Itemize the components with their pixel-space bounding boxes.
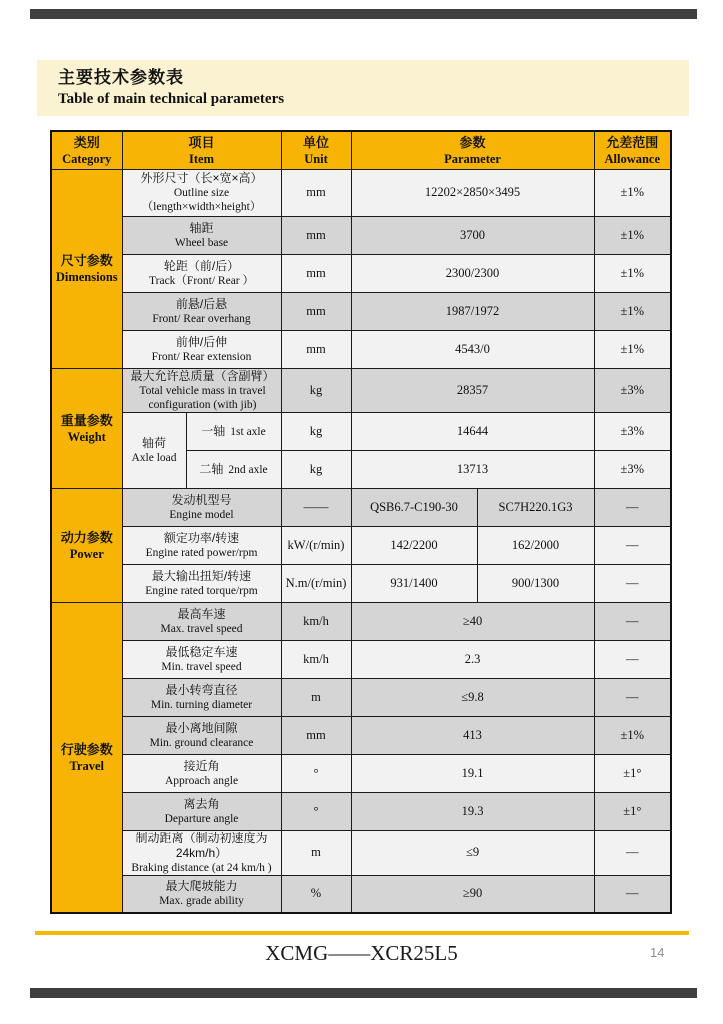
category-dimensions-en: Dimensions	[55, 270, 118, 284]
allowance-cell: ±1%	[594, 330, 671, 368]
unit-cell: mm	[281, 292, 351, 330]
allowance-cell: ±3%	[594, 412, 671, 450]
header-allowance-en: Allowance	[604, 151, 661, 166]
parameter-cell-1: QSB6.7-C190-30	[351, 488, 477, 526]
unit-cell: km/h	[281, 602, 351, 640]
table-row-extension	[51, 330, 671, 368]
header-unit	[281, 131, 351, 169]
allowance-cell: —	[594, 564, 671, 602]
top-rule	[30, 9, 697, 19]
item-cell: 前伸/后伸 Front/ Rear extension	[122, 330, 281, 368]
unit-cell: km/h	[281, 640, 351, 678]
parameter-cell: 13713	[351, 450, 594, 488]
parameter-cell-1: 931/1400	[351, 564, 477, 602]
category-power-zh: 动力参数	[60, 529, 113, 545]
header-category-en: Category	[62, 151, 112, 166]
allowance-cell: —	[594, 830, 671, 875]
table-row-total-mass	[51, 368, 671, 412]
item-cell: 发动机型号 Engine model	[122, 488, 281, 526]
table-row-torque	[51, 564, 671, 602]
table-row-overhang	[51, 292, 671, 330]
parameter-cell: ≤9.8	[351, 678, 594, 716]
table-row-ground-clearance	[51, 716, 671, 754]
page-number: 14	[650, 945, 665, 960]
parameter-cell: 413	[351, 716, 594, 754]
item-cell: 前悬/后悬 Front/ Rear overhang	[122, 292, 281, 330]
allowance-cell: —	[594, 602, 671, 640]
header-category	[51, 131, 122, 169]
parameter-cell: 19.3	[351, 792, 594, 830]
parameter-cell: 4543/0	[351, 330, 594, 368]
item-cell-axle-load: 轴荷 Axle load	[122, 412, 186, 488]
parameter-cell: 14644	[351, 412, 594, 450]
parameters-table	[50, 130, 672, 914]
unit-cell: °	[281, 754, 351, 792]
table-row-turning-diameter	[51, 678, 671, 716]
page-title-en: Table of main technical parameters	[58, 91, 285, 107]
item-cell: 最大爬坡能力 Max. grade ability	[122, 875, 281, 913]
item-cell: 最低稳定车速 Min. travel speed	[122, 640, 281, 678]
table-row-axle1	[51, 412, 671, 450]
item-cell: 离去角 Departure angle	[122, 792, 281, 830]
table-row-engine-model	[51, 488, 671, 526]
table-row-wheel-base	[51, 216, 671, 254]
unit-cell: kg	[281, 450, 351, 488]
parameters-table-wrapper	[50, 130, 672, 914]
item-cell: 最大输出扭矩/转速 Engine rated torque/rpm	[122, 564, 281, 602]
parameter-cell-2: SC7H220.1G3	[477, 488, 594, 526]
allowance-cell: ±1%	[594, 169, 671, 216]
allowance-cell: —	[594, 678, 671, 716]
parameter-cell: ≥90	[351, 875, 594, 913]
allowance-cell: —	[594, 875, 671, 913]
category-weight-en: Weight	[67, 429, 106, 444]
category-cell-power	[51, 488, 122, 602]
item-cell: 外形尺寸（长×宽×高） Outline size （length×width×height）	[122, 169, 281, 216]
table-row-min-speed	[51, 640, 671, 678]
parameter-cell-2: 162/2000	[477, 526, 594, 564]
item-cell: 接近角 Approach angle	[122, 754, 281, 792]
unit-cell: m	[281, 830, 351, 875]
header-parameter-en: Parameter	[444, 151, 501, 166]
category-cell-weight	[51, 368, 122, 488]
item-cell: 额定功率/转速 Engine rated power/rpm	[122, 526, 281, 564]
table-row-grade-ability	[51, 875, 671, 913]
parameter-cell: 3700	[351, 216, 594, 254]
title-band	[37, 60, 689, 116]
header-unit-en: Unit	[304, 151, 328, 166]
item-cell: 最大允许总质量（含副臂） Total vehicle mass in travel configuration (with jib)	[122, 368, 281, 412]
category-travel-en: Travel	[69, 758, 104, 773]
category-power-en: Power	[69, 546, 104, 561]
page-title-zh: 主要技术参数表	[58, 68, 184, 87]
table-row-departure-angle	[51, 792, 671, 830]
parameter-cell: ≥40	[351, 602, 594, 640]
item-cell: 轴距 Wheel base	[122, 216, 281, 254]
item-cell: 最小转弯直径 Min. turning diameter	[122, 678, 281, 716]
table-row-rated-power	[51, 526, 671, 564]
allowance-cell: ±3%	[594, 368, 671, 412]
parameter-cell: 2300/2300	[351, 254, 594, 292]
category-dimensions-zh: 尺寸参数	[60, 253, 113, 268]
parameter-cell: 19.1	[351, 754, 594, 792]
parameter-cell: 28357	[351, 368, 594, 412]
allowance-cell: —	[594, 526, 671, 564]
unit-cell: N.m/(r/min)	[281, 564, 351, 602]
allowance-cell: ±1%	[594, 716, 671, 754]
parameter-cell: ≤9	[351, 830, 594, 875]
parameter-cell-1: 142/2200	[351, 526, 477, 564]
item-cell: 一轴 1st axle	[186, 412, 281, 450]
header-allowance-zh: 允差范围	[606, 134, 659, 150]
unit-cell: mm	[281, 216, 351, 254]
header-parameter	[351, 131, 594, 169]
unit-cell: mm	[281, 716, 351, 754]
category-cell-travel	[51, 602, 122, 913]
header-allowance	[594, 131, 671, 169]
item-cell: 二轴 2nd axle	[186, 450, 281, 488]
item-cell: 轮距（前/后） Track（Front/ Rear ）	[122, 254, 281, 292]
unit-cell: kg	[281, 412, 351, 450]
unit-cell: ——	[281, 488, 351, 526]
parameter-cell: 2.3	[351, 640, 594, 678]
category-weight-zh: 重量参数	[60, 412, 113, 428]
table-header-row	[51, 131, 671, 169]
unit-cell: kW/(r/min)	[281, 526, 351, 564]
allowance-cell: ±1°	[594, 792, 671, 830]
header-category-zh: 类别	[73, 134, 100, 150]
item-cell: 最高车速 Max. travel speed	[122, 602, 281, 640]
allowance-cell: —	[594, 488, 671, 526]
parameter-cell: 12202×2850×3495	[351, 169, 594, 216]
table-row-outline-size	[51, 169, 671, 216]
parameter-cell: 1987/1972	[351, 292, 594, 330]
unit-cell: %	[281, 875, 351, 913]
unit-cell: m	[281, 678, 351, 716]
header-parameter-zh: 参数	[459, 134, 486, 150]
table-row-approach-angle	[51, 754, 671, 792]
footer-rule	[35, 931, 689, 935]
allowance-cell: ±1%	[594, 216, 671, 254]
unit-cell: mm	[281, 254, 351, 292]
table-row-track	[51, 254, 671, 292]
bottom-rule	[30, 988, 697, 998]
footer-brand: XCMG——XCR25L5	[265, 941, 458, 965]
allowance-cell: ±1%	[594, 254, 671, 292]
allowance-cell: —	[594, 640, 671, 678]
category-cell-dimensions	[51, 169, 122, 368]
unit-cell: mm	[281, 169, 351, 216]
table-row-max-speed	[51, 602, 671, 640]
item-cell: 制动距离（制动初速度为 24km/h） Braking distance (at 24 km/h )	[122, 830, 281, 875]
unit-cell: kg	[281, 368, 351, 412]
unit-cell: °	[281, 792, 351, 830]
table-row-braking-distance	[51, 830, 671, 875]
allowance-cell: ±1°	[594, 754, 671, 792]
category-travel-zh: 行驶参数	[60, 741, 113, 757]
allowance-cell: ±3%	[594, 450, 671, 488]
header-unit-zh: 单位	[303, 134, 330, 150]
parameter-cell-2: 900/1300	[477, 564, 594, 602]
header-item	[122, 131, 281, 169]
item-cell: 最小离地间隙 Min. ground clearance	[122, 716, 281, 754]
allowance-cell: ±1%	[594, 292, 671, 330]
unit-cell: mm	[281, 330, 351, 368]
header-item-zh: 项目	[188, 134, 215, 150]
header-item-en: Item	[189, 151, 214, 166]
